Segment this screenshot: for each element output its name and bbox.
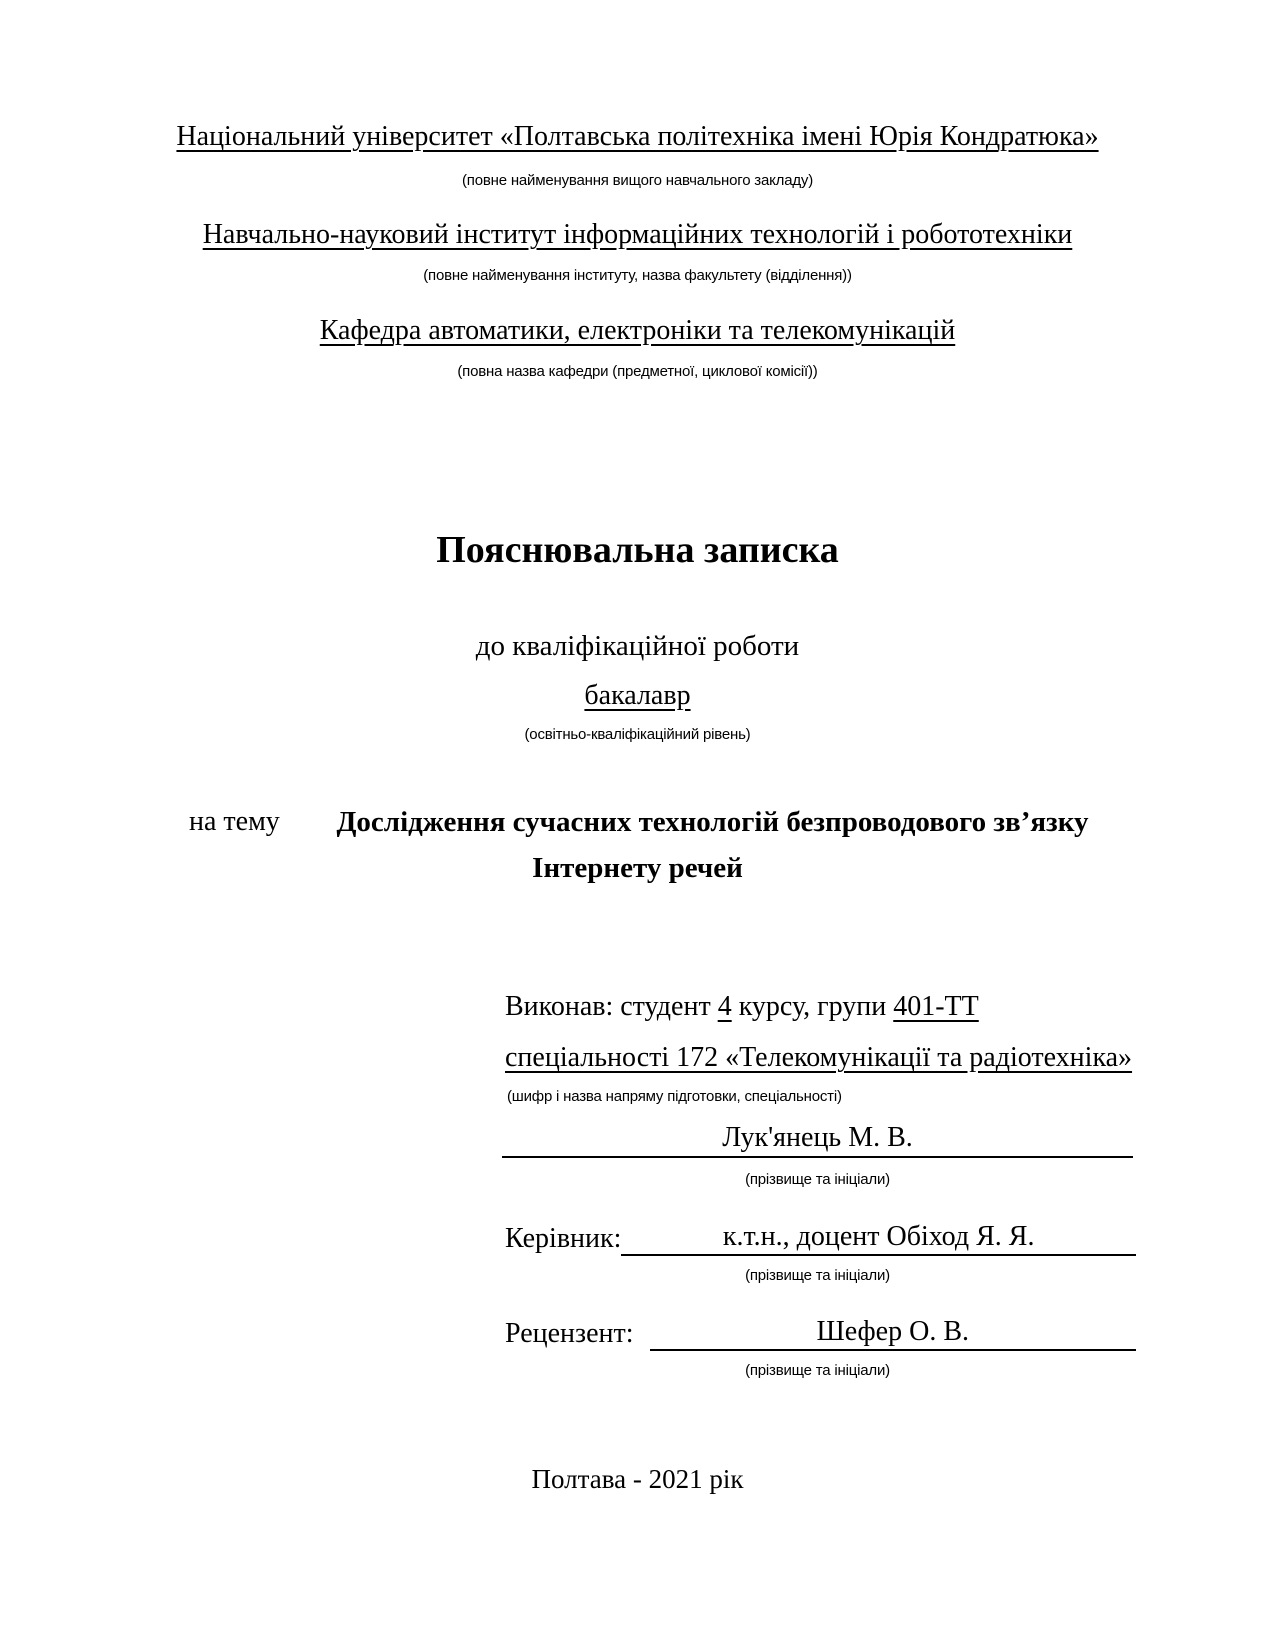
- university-caption: (повне найменування вищого навчального закладу): [462, 172, 813, 189]
- degree-caption: (освітньо-кваліфікаційний рівень): [524, 726, 751, 743]
- department-name: [0, 314, 1275, 348]
- executor-course: 4: [717, 991, 732, 1022]
- department-caption: (повна назва кафедри (предметної, циклової комісії)): [457, 363, 818, 380]
- reviewer-caption: (прізвище та ініціали): [745, 1362, 890, 1379]
- page-title: Пояснювальна записка: [436, 529, 839, 571]
- institute-name: [0, 218, 1275, 252]
- university-name-text: Національний університет «Полтавська політехніка імені Юрія Кондратюка»: [176, 121, 1099, 152]
- reviewer-label: Рецензент:: [505, 1318, 634, 1349]
- theme-line1: Дослідження сучасних технологій безпроводового зв’язку: [336, 806, 1089, 838]
- executor-prefix: Виконав: студент: [505, 991, 718, 1022]
- reviewer-name: Шефер О. В.: [650, 1315, 1136, 1351]
- executor-line: [505, 990, 979, 1024]
- student-name-caption: (прізвище та ініціали): [745, 1171, 890, 1188]
- institute-name-text: Навчально-науковий інститут інформаційних технологій і робототехніки: [202, 219, 1073, 250]
- university-name: [0, 120, 1275, 154]
- theme-line2: Інтернету речей: [532, 852, 743, 884]
- title-subtitle: до кваліфікаційної роботи: [475, 630, 800, 662]
- supervisor-label: Керівник:: [505, 1223, 622, 1254]
- specialty-text: спеціальності 172 «Телекомунікації та радіотехніка»: [505, 1042, 1133, 1073]
- executor-group: 401-ТТ: [893, 991, 979, 1022]
- supervisor-caption: (прізвище та ініціали): [745, 1267, 890, 1284]
- student-name-line: [502, 1120, 1133, 1158]
- specialty-line: [505, 1041, 1132, 1075]
- degree-level: [0, 679, 1275, 713]
- reviewer-row: [505, 1315, 1136, 1351]
- institute-caption: (повне найменування інституту, назва факультету (відділення)): [423, 267, 852, 284]
- student-name: Лук'янець М. В.: [722, 1122, 913, 1153]
- executor-mid: курсу, групи: [731, 991, 894, 1022]
- department-name-text: Кафедра автоматики, електроніки та телекомунікацій: [319, 315, 956, 346]
- theme-row: [0, 806, 1275, 839]
- theme-label: на тему: [189, 806, 280, 837]
- supervisor-row: [505, 1220, 1136, 1256]
- specialty-caption: (шифр і назва напряму підготовки, спеціальності): [507, 1088, 842, 1105]
- city-year: Полтава - 2021 рік: [531, 1464, 744, 1494]
- degree-level-text: бакалавр: [584, 680, 691, 711]
- supervisor-name: к.т.н., доцент Обіход Я. Я.: [621, 1220, 1136, 1256]
